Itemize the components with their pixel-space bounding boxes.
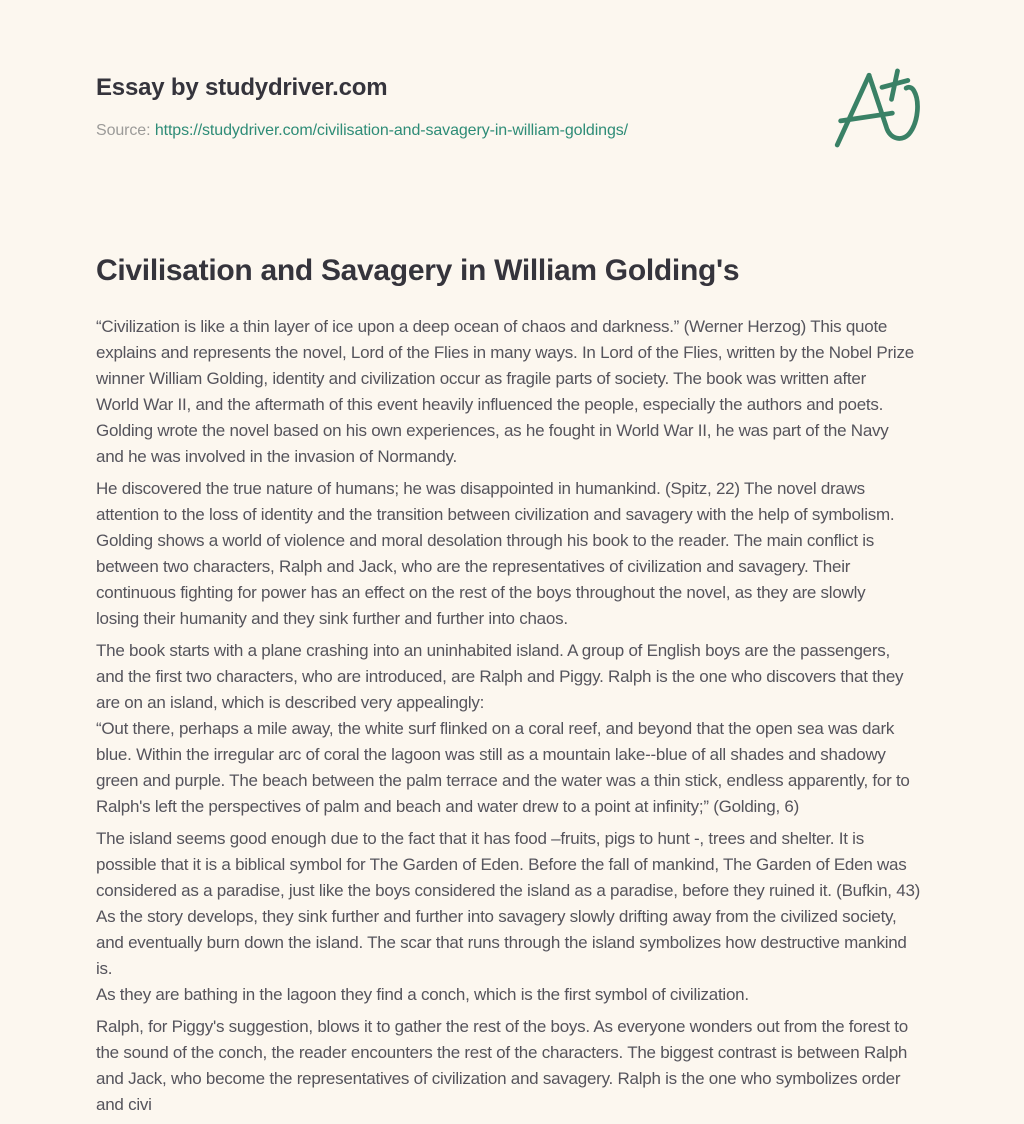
paragraph [96, 1014, 956, 1118]
a-plus-icon [822, 58, 942, 170]
page-header [96, 74, 796, 140]
paragraph-line: As they are bathing in the lagoon they find a conch, which is the first symbol of civilization. [96, 985, 749, 1004]
paragraph-line: As the story develops, they sink further and further into savagery slowly drifting away from the civilized society, [96, 907, 897, 926]
paragraph-line: Golding wrote the novel based on his own experiences, as he fought in World War II, he was part of the Navy [96, 421, 889, 440]
paragraph [96, 476, 956, 632]
paragraph-line: and civi [96, 1095, 152, 1114]
paragraph-line: possible that it is a biblical symbol for The Garden of Eden. Before the fall of mankind, The Garden of Eden was [96, 855, 907, 874]
header-title: Essay by studydriver.com [96, 74, 388, 101]
paragraph-line: between two characters, Ralph and Jack, who are the representatives of civilization and savagery. Their [96, 557, 851, 576]
paragraph-line: winner William Golding, identity and civilization occur as fragile parts of society. The book was written after [96, 369, 867, 388]
paragraph [96, 314, 956, 470]
paragraph-line: green and purple. The beach between the palm terrace and the water was a thin stick, endless apparently, for to [96, 771, 910, 790]
paragraph-line: and he was involved in the invasion of Normandy. [96, 447, 457, 466]
paragraph-line: World War II, and the aftermath of this event heavily influenced the people, especially the authors and poets. [96, 395, 884, 414]
paragraph-line: losing their humanity and they sink further and further into chaos. [96, 609, 568, 628]
paragraph-line: “Out there, perhaps a mile away, the white surf flinked on a coral reef, and beyond that the open sea was dark [96, 719, 895, 738]
source-line [96, 122, 796, 140]
paragraph-line: The book starts with a plane crashing into an uninhabited island. A group of English boys are the passengers, [96, 641, 890, 660]
article-title: Civilisation and Savagery in William Golding's [96, 254, 740, 287]
paragraph-line: and the first two characters, who are introduced, are Ralph and Piggy. Ralph is the one who discovers that they [96, 667, 904, 686]
paragraph-line: and Jack, who become the representatives of civilization and savagery. Ralph is the one who symbolizes order [96, 1069, 901, 1088]
paragraph-line: and eventually burn down the island. The scar that runs through the island symbolizes how destructive mankind [96, 933, 907, 952]
paragraph-line: The island seems good enough due to the fact that it has food –fruits, pigs to hunt -, trees and shelter. It is [96, 829, 864, 848]
paragraph-line: continuous fighting for power has an effect on the rest of the boys throughout the novel, as they are slowly [96, 583, 866, 602]
paragraph-line: attention to the loss of identity and the transition between civilization and savagery with the help of symbolism. [96, 505, 895, 524]
paragraph-line: Ralph's left the perspectives of palm and beach and water drew to a point at infinity;” (Golding, 6) [96, 797, 800, 816]
paragraph [96, 638, 956, 820]
paragraph-line: considered as a paradise, just like the boys considered the island as a paradise, before they ruined it. (Bufkin, 43) [96, 881, 921, 900]
paragraph-line: explains and represents the novel, Lord of the Flies in many ways. In Lord of the Flies, written by the Nobel Prize [96, 343, 914, 362]
paragraph-line: the sound of the conch, the reader encounters the rest of the characters. The biggest contrast is between Ralph [96, 1043, 908, 1062]
paragraph-line: Golding shows a world of violence and moral desolation through his book to the reader. The main conflict is [96, 531, 875, 550]
source-url-link[interactable]: https://studydriver.com/civilisation-and-savagery-in-william-goldings/ [154, 122, 628, 139]
essay-body [96, 314, 956, 1124]
paragraph-line: blue. Within the irregular arc of coral the lagoon was still as a mountain lake--blue of all shades and shadowy [96, 745, 886, 764]
paragraph-line: is. [96, 959, 113, 978]
paragraph-line: “Civilization is like a thin layer of ice upon a deep ocean of chaos and darkness.” (Werner Herzog) This quote [96, 317, 888, 336]
paragraph [96, 826, 956, 1008]
studydriver-a-plus-logo [822, 58, 942, 170]
paragraph-line: are on an island, which is described very appealingly: [96, 693, 485, 712]
paragraph-line: Ralph, for Piggy's suggestion, blows it to gather the rest of the boys. As everyone wonders out from the forest to [96, 1017, 908, 1036]
source-label: Source: [96, 122, 151, 139]
paragraph-line: He discovered the true nature of humans; he was disappointed in humankind. (Spitz, 22) The novel draws [96, 479, 865, 498]
